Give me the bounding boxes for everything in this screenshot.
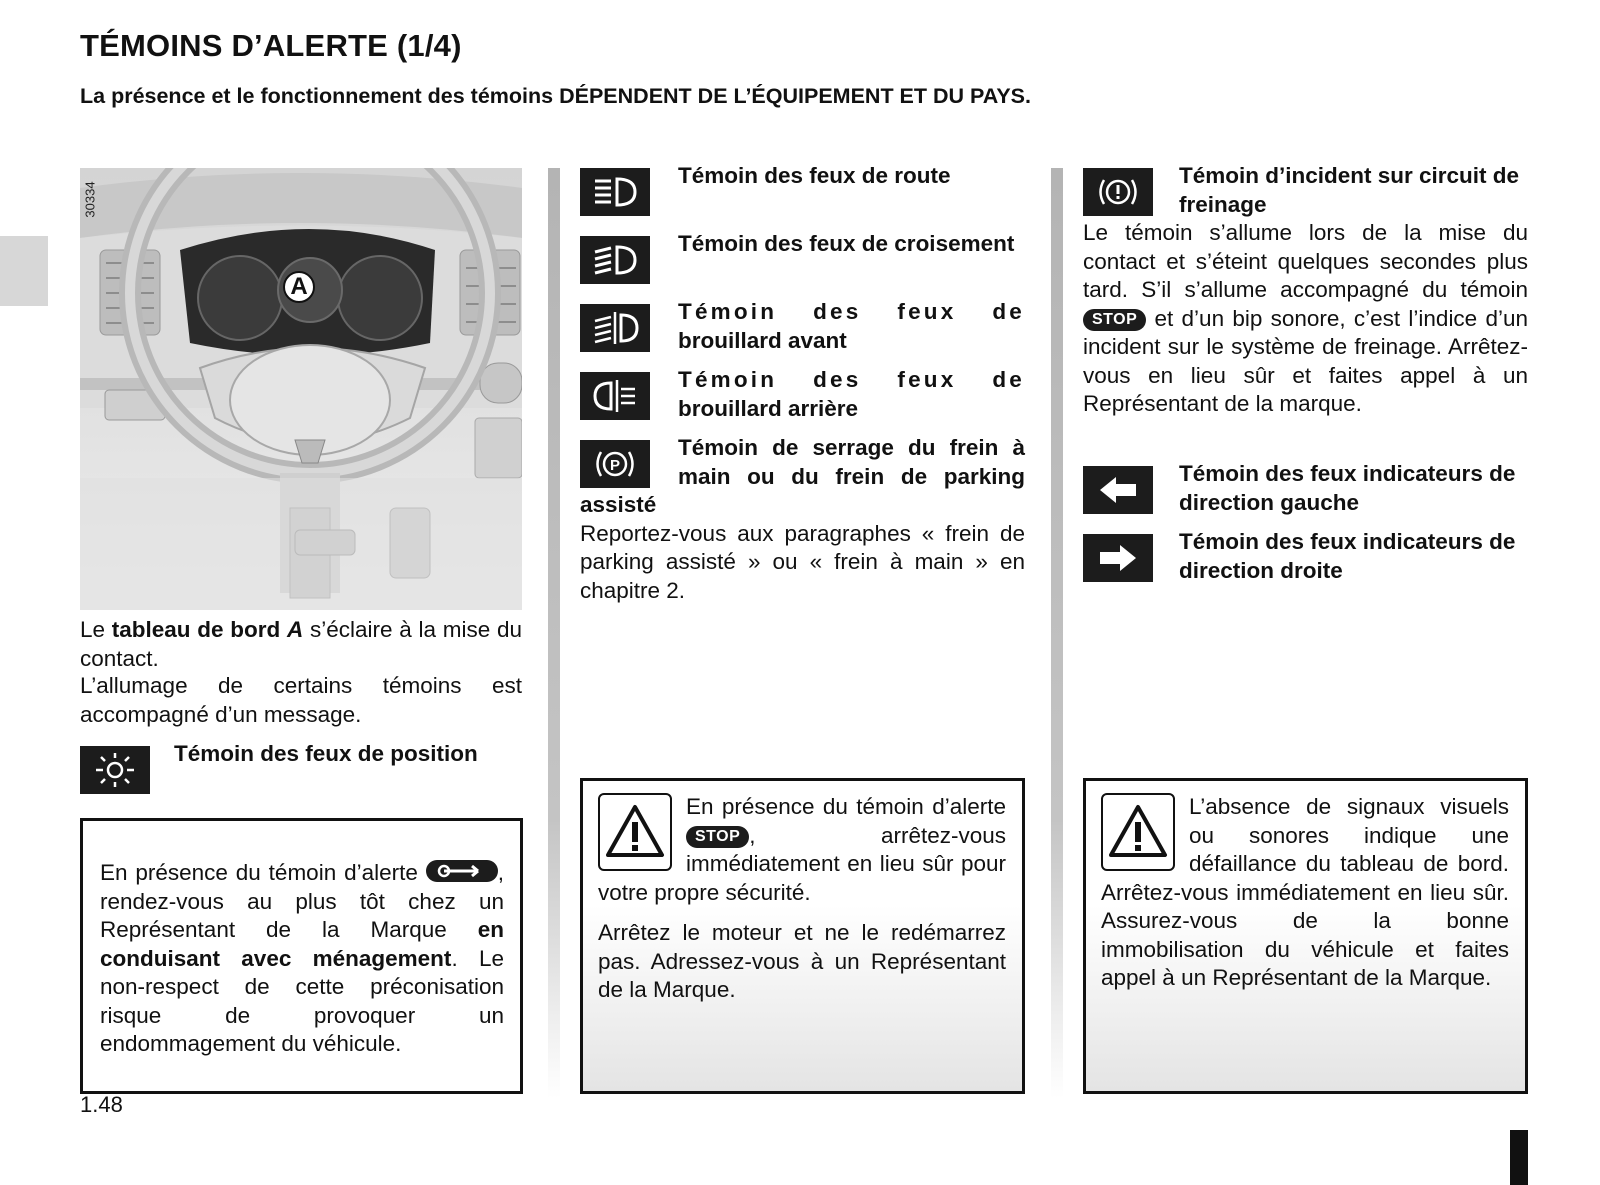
front-fog-item: Témoin des feux de brouillard avant: [580, 304, 1025, 355]
page-title: TÉMOINS D’ALERTE (1/4): [80, 28, 462, 63]
service-warning-box: En présence du témoin d’alerte , rendez-vous au plus tôt chez un Représentant de la Marque en conduisant avec ménagement. Le non-respect de cette préconisation risque de provoquer un endommagement du véhicule.: [80, 818, 523, 1094]
front-fog-icon: [580, 304, 650, 352]
right-arrow-icon: [1083, 534, 1153, 582]
rear-fog-icon: [580, 372, 650, 420]
wrench-icon: [426, 860, 498, 882]
brake-circuit-item: Témoin d’incident sur circuit de freinage Le témoin s’allume lors de la mise du contact et s’éteint quelques secondes plus tard. S’il s’allume accompagné du témoin STOP et d’un bip sonore, c’est l’indice d’un incident sur le système de freinage. Arrêtez-vous en lieu sûr et faites appel à un Représentant de la marque.: [1083, 163, 1528, 416]
message-paragraph: L’allumage de certains témoins est accompagné d’un message.: [80, 673, 522, 727]
position-lights-icon: [80, 746, 150, 794]
rear-fog-item: Témoin des feux de brouillard arrière: [580, 372, 1025, 423]
warning-triangle-icon: [1101, 793, 1175, 871]
dashboard-illustration: [80, 168, 522, 610]
right-indicator-item: Témoin des feux indicateurs de direction droite: [1083, 534, 1528, 585]
low-beam-icon: [580, 236, 650, 284]
figure-callout-a: A: [283, 271, 315, 303]
low-beam-item: Témoin des feux de croisement: [580, 236, 1025, 284]
high-beam-item: Témoin des feux de route: [580, 168, 1025, 216]
dashboard-failure-warning-box: L’absence de signaux visuels ou sonores indique une défaillance du tableau de bord. Arrêtez-vous immédiatement en lieu sûr. Assurez-vous de la bonne immobilisation du véhicule et faites appel à un Représentant de la Marque.: [1083, 778, 1528, 1094]
column-separator-1: [548, 168, 560, 1098]
stop-badge: STOP: [1083, 309, 1146, 331]
left-indicator-item: Témoin des feux indicateurs de direction gauche: [1083, 466, 1528, 517]
parking-brake-item: P Témoin de serrage du frein à main ou du frein de parking assisté Reportez-vous aux paragraphes « frein de parking assisté » ou « frein à main » en chapitre 2.: [580, 435, 1025, 603]
left-arrow-icon: [1083, 466, 1153, 514]
page-corner-marker: [1510, 1130, 1528, 1185]
dashboard-paragraph: Le tableau de bord A s’éclaire à la mise du contact.: [80, 617, 522, 671]
brake-circuit-icon: [1083, 168, 1153, 216]
page-subtitle: La présence et le fonctionnement des témoins DÉPENDENT DE L’ÉQUIPEMENT ET DU PAYS.: [80, 84, 1031, 108]
stop-badge: STOP: [686, 826, 749, 848]
stop-warning-box: En présence du témoin d’alerte STOP , arrêtez-vous immédiatement en lieu sûr pour votre propre sécurité. Arrêtez le moteur et ne le redémarrez pas. Adressez-vous à un Représentant de la Marque.: [580, 778, 1025, 1094]
warning-triangle-icon: [598, 793, 672, 871]
high-beam-icon: [580, 168, 650, 216]
parking-brake-icon: [580, 440, 650, 488]
svg-text:P: P: [609, 457, 621, 474]
position-lights-item: Témoin des feux de position: [80, 746, 478, 794]
column-separator-2: [1051, 168, 1063, 1098]
chapter-tab: [0, 236, 48, 306]
figure-reference-number: 30334: [82, 181, 98, 218]
page-number: 1.48: [80, 1092, 123, 1117]
